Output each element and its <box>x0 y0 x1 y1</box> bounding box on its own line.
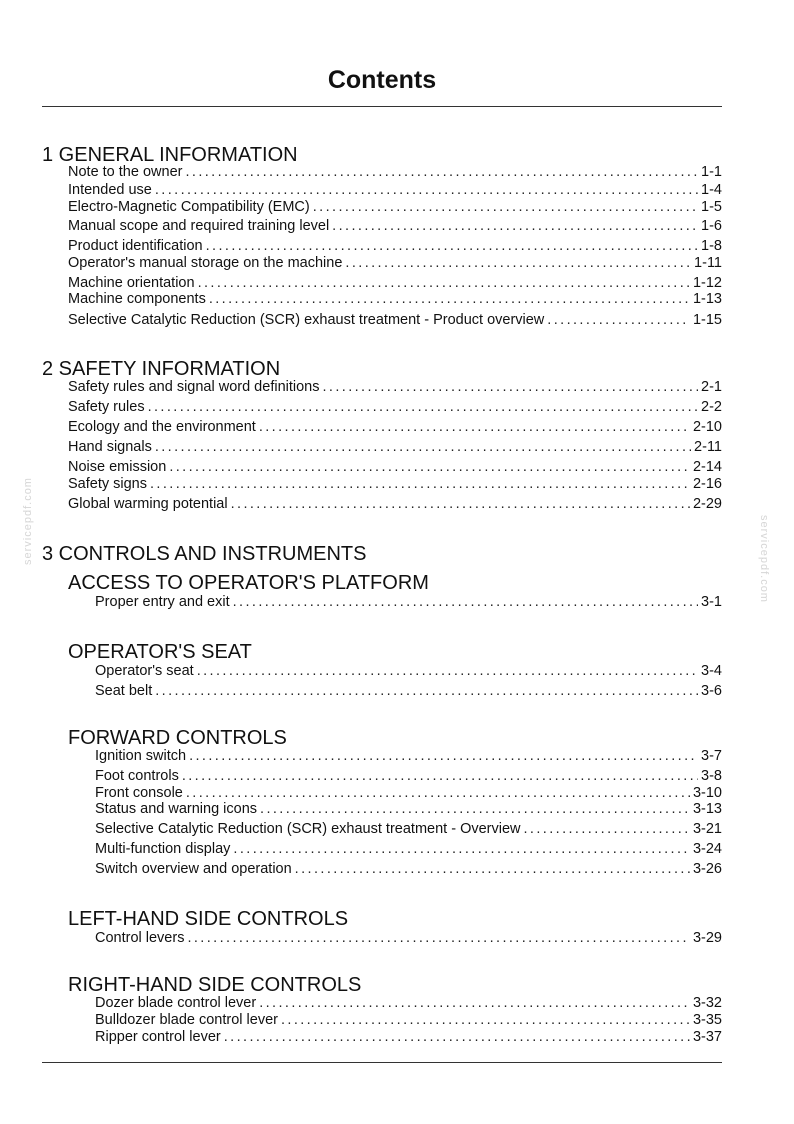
toc-entry[interactable]: Proper entry and exit ..... 3-1 <box>95 593 722 611</box>
toc-entry[interactable]: Ecology and the environment ..... 2-10 <box>68 418 722 436</box>
toc-entry[interactable]: Safety rules and signal word definitions ..... 2-1 <box>68 378 722 396</box>
section-heading: RIGHT-HAND SIDE CONTROLS <box>68 974 362 996</box>
toc-entry[interactable]: Safety rules ..... 2-2 <box>68 398 722 416</box>
toc-entry[interactable]: Status and warning icons ..... 3-13 <box>95 800 722 818</box>
toc-entry[interactable]: Hand signals ..... 2-11 <box>68 438 722 456</box>
toc-entry[interactable]: Noise emission ..... 2-14 <box>68 458 722 476</box>
toc-entry[interactable]: Intended use ..... 1-4 <box>68 181 722 199</box>
toc-entry[interactable]: Machine components ..... 1-13 <box>68 290 722 308</box>
toc-entry[interactable]: Multi-function display ..... 3-24 <box>95 840 722 858</box>
toc-entry[interactable]: Switch overview and operation ..... 3-26 <box>95 860 722 878</box>
chapter-heading: 3 CONTROLS AND INSTRUMENTS <box>42 543 367 565</box>
section-heading: FORWARD CONTROLS <box>68 727 287 749</box>
toc-entry[interactable]: Bulldozer blade control lever ..... 3-35 <box>95 1011 722 1029</box>
toc-entry[interactable]: Electro-Magnetic Compatibility (EMC) ..... 1-5 <box>68 198 722 216</box>
chapter-heading: 1 GENERAL INFORMATION <box>42 144 298 166</box>
toc-entry[interactable]: Operator's manual storage on the machine ..... 1-11 <box>68 254 722 272</box>
toc-entry[interactable]: Product identification ..... 1-8 <box>68 237 722 255</box>
chapter-heading: 2 SAFETY INFORMATION <box>42 358 281 380</box>
toc-entry[interactable]: Global warming potential ..... 2-29 <box>68 495 722 513</box>
toc-entry[interactable]: Front console ..... 3-10 <box>95 784 722 802</box>
section-heading: OPERATOR'S SEAT <box>68 641 252 663</box>
toc-entry[interactable]: Seat belt ..... 3-6 <box>95 682 722 700</box>
toc-entry[interactable]: Ripper control lever ..... 3-37 <box>95 1028 722 1046</box>
toc-entry[interactable]: Selective Catalytic Reduction (SCR) exhaust treatment - Product overview ..... 1-15 <box>68 311 722 329</box>
toc-entry[interactable]: Manual scope and required training level ..... 1-6 <box>68 217 722 235</box>
section-heading: ACCESS TO OPERATOR'S PLATFORM <box>68 572 429 594</box>
toc-entry[interactable]: Dozer blade control lever ..... 3-32 <box>95 994 722 1012</box>
bottom-divider <box>42 1062 722 1063</box>
toc-entry[interactable]: Note to the owner ..... 1-1 <box>68 163 722 181</box>
toc-entry[interactable]: Ignition switch ..... 3-7 <box>95 747 722 765</box>
toc-entry[interactable]: Control levers ..... 3-29 <box>95 929 722 947</box>
watermark-left: servicepdf.com <box>22 477 34 565</box>
top-divider <box>42 106 722 107</box>
toc-entry[interactable]: Operator's seat ..... 3-4 <box>95 662 722 680</box>
toc-entry[interactable]: Selective Catalytic Reduction (SCR) exhaust treatment - Overview ..... 3-21 <box>95 820 722 838</box>
toc-entry[interactable]: Machine orientation ..... 1-12 <box>68 274 722 292</box>
page-title: Contents <box>327 66 437 94</box>
watermark-right: servicepdf.com <box>758 515 770 603</box>
toc-entry[interactable]: Foot controls ..... 3-8 <box>95 767 722 785</box>
toc-entry[interactable]: Safety signs ..... 2-16 <box>68 475 722 493</box>
section-heading: LEFT-HAND SIDE CONTROLS <box>68 908 349 930</box>
